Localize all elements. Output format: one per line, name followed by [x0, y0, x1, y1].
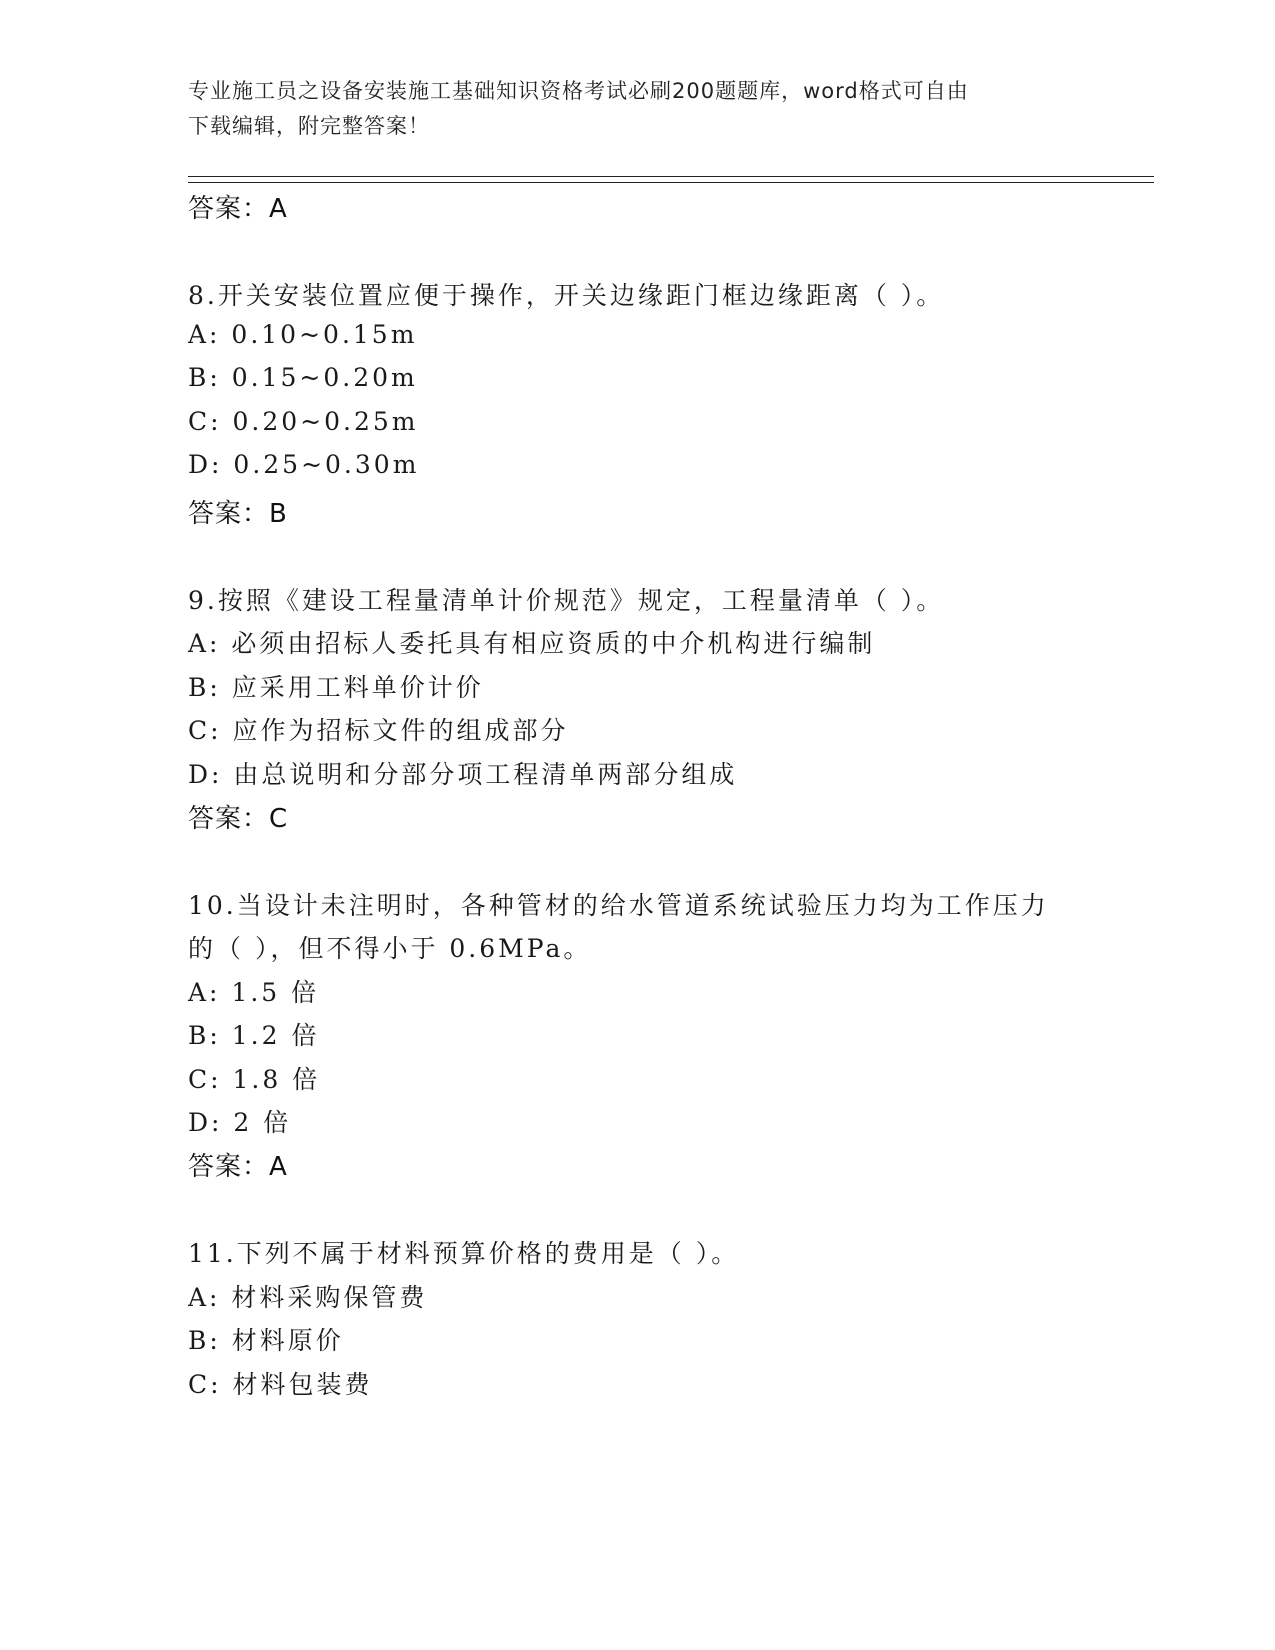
question-11-option-a: A: 材料采购保管费 — [188, 1283, 428, 1312]
question-8-option-d: D: 0.25~0.30m — [188, 450, 420, 479]
question-11-option-c: C: 材料包装费 — [188, 1370, 373, 1399]
header-line-2: 下载编辑，附完整答案！ — [188, 114, 430, 138]
question-10-stem-line-1: 10.当设计未注明时，各种管材的给水管道系统试验压力均为工作压力 — [188, 891, 1049, 920]
question-10-answer: 答案：A — [188, 1152, 288, 1182]
question-9-answer: 答案：C — [188, 804, 289, 834]
question-9-option-c: C: 应作为招标文件的组成部分 — [188, 716, 569, 745]
question-8-option-b: B: 0.15~0.20m — [188, 363, 418, 392]
question-10-stem-line-2: 的（ ），但不得小于 0.6MPa。 — [188, 934, 592, 963]
question-9-stem: 9.按照《建设工程量清单计价规范》规定，工程量清单（ ）。 — [188, 586, 945, 615]
question-11-option-b: B: 材料原价 — [188, 1326, 344, 1355]
question-10-option-c: C: 1.8 倍 — [188, 1065, 321, 1094]
question-8-option-a: A: 0.10~0.15m — [188, 320, 418, 349]
header-divider-bottom — [188, 182, 1154, 183]
question-8-stem: 8.开关安装位置应便于操作，开关边缘距门框边缘距离（ ）。 — [188, 281, 945, 310]
question-11-stem: 11.下列不属于材料预算价格的费用是（ ）。 — [188, 1239, 740, 1268]
document-header — [188, 74, 1088, 144]
question-9-option-d: D: 由总说明和分部分项工程清单两部分组成 — [188, 760, 738, 789]
previous-answer: 答案：A — [188, 194, 288, 224]
header-line-1: 专业施工员之设备安装施工基础知识资格考试必刷200题题库，word格式可自由 — [188, 79, 969, 103]
question-8-answer: 答案：B — [188, 499, 288, 529]
header-divider-top — [188, 176, 1154, 177]
question-10-option-d: D: 2 倍 — [188, 1108, 292, 1137]
question-10-option-a: A: 1.5 倍 — [188, 978, 320, 1007]
question-9-option-b: B: 应采用工料单价计价 — [188, 673, 484, 702]
question-8-option-c: C: 0.20~0.25m — [188, 407, 419, 436]
question-9-option-a: A: 必须由招标人委托具有相应资质的中介机构进行编制 — [188, 629, 876, 658]
question-10-option-b: B: 1.2 倍 — [188, 1021, 320, 1050]
